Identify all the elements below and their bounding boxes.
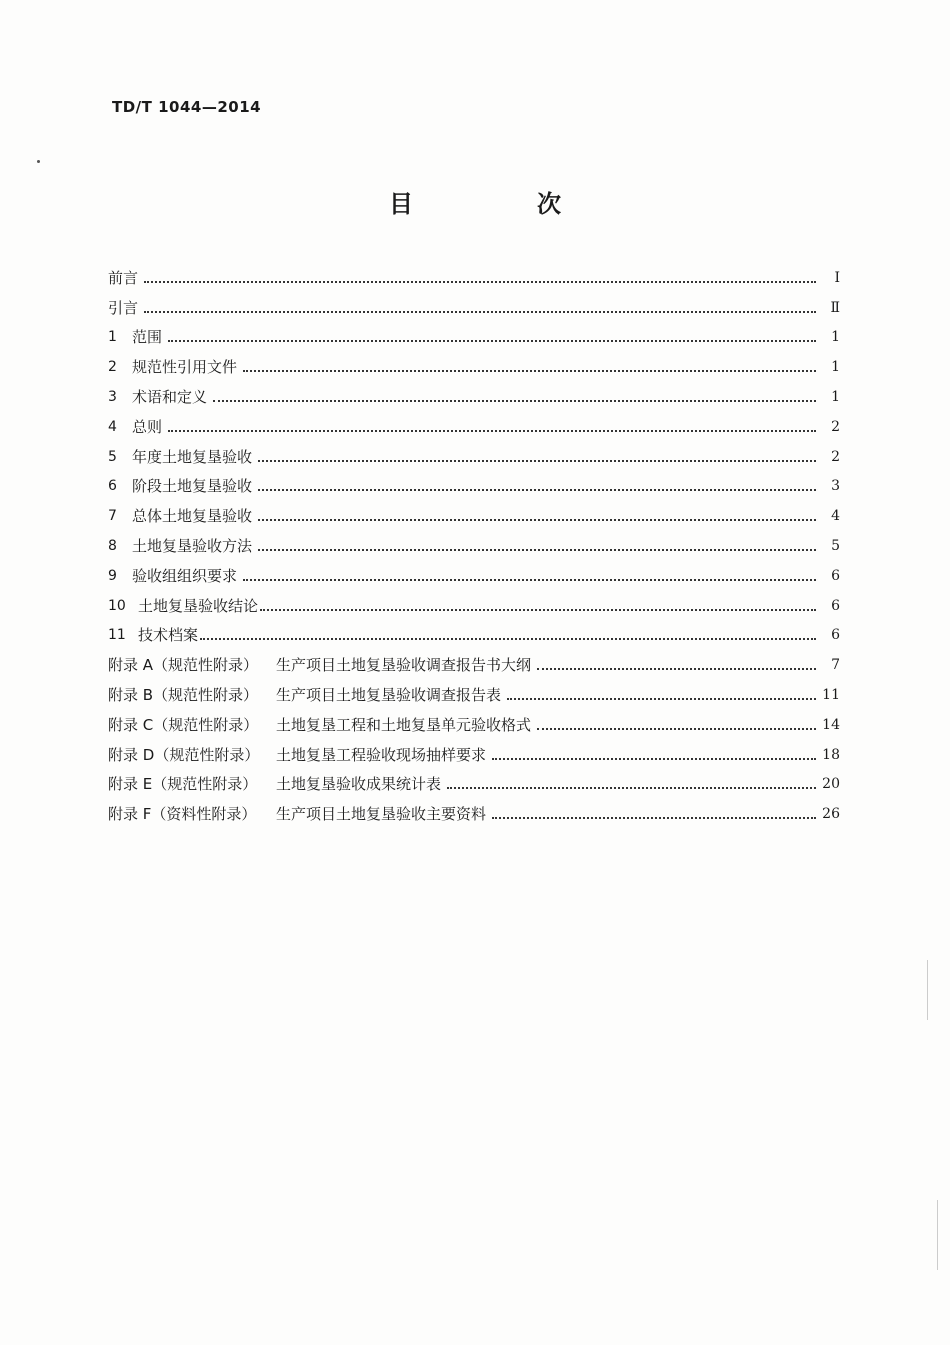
toc-entry-number: 10	[108, 597, 126, 614]
scan-edge-mark	[937, 1200, 938, 1270]
toc-entry-number: 8	[108, 537, 117, 554]
table-of-contents	[108, 258, 840, 824]
toc-entry-label: 引言	[108, 298, 139, 317]
toc-entry-number: 1	[108, 329, 117, 346]
toc-entry-page: 1	[831, 388, 840, 405]
toc-entry-page: 6	[831, 567, 840, 584]
toc-entry[interactable]	[108, 467, 840, 497]
toc-entry-number: 11	[108, 627, 126, 644]
toc-annex-designation: 附录 B（规范性附录）	[108, 685, 259, 704]
toc-entry-label: 术语和定义	[132, 387, 208, 406]
toc-leader	[258, 488, 816, 491]
toc-leader	[260, 608, 816, 611]
toc-leader	[258, 459, 816, 462]
toc-entry-number: 5	[108, 448, 117, 465]
toc-annex-designation: 附录 E（规范性附录）	[108, 775, 258, 794]
toc-leader	[168, 339, 816, 342]
toc-leader	[492, 757, 816, 760]
toc-annex-page: 18	[822, 746, 840, 763]
toc-annex-entry[interactable]	[108, 735, 840, 765]
toc-annex-label: 生产项目土地复垦验收主要资料	[276, 805, 487, 824]
toc-leader	[258, 548, 816, 551]
toc-annex-label: 生产项目土地复垦验收调查报告书大纲	[276, 656, 532, 675]
scan-edge-mark	[927, 960, 928, 1020]
toc-entry[interactable]	[108, 258, 840, 288]
toc-entry-page: 4	[831, 508, 840, 525]
toc-entry-page: 3	[831, 478, 840, 495]
toc-annex-page: 14	[822, 716, 840, 733]
standard-code: TD/T 1044—2014	[112, 98, 262, 116]
toc-entry-page: 1	[831, 329, 840, 346]
toc-entry-label: 年度土地复垦验收	[132, 447, 253, 466]
toc-entry-page: Ⅰ	[834, 269, 840, 286]
toc-leader	[144, 280, 816, 283]
toc-entry-page: 5	[831, 537, 840, 554]
toc-leader	[213, 399, 816, 402]
toc-entry-label: 技术档案	[138, 626, 199, 645]
toc-annex-entry[interactable]	[108, 645, 840, 675]
toc-leader	[537, 727, 816, 730]
toc-entry[interactable]	[108, 318, 840, 348]
toc-annex-designation: 附录 F（资料性附录）	[108, 805, 257, 824]
toc-leader	[258, 518, 816, 521]
toc-entry[interactable]	[108, 556, 840, 586]
toc-entry-label: 范围	[132, 328, 163, 347]
toc-entry[interactable]	[108, 347, 840, 377]
toc-annex-designation: 附录 D（规范性附录）	[108, 745, 260, 764]
toc-leader	[144, 310, 816, 313]
toc-annex-entry[interactable]	[108, 765, 840, 795]
toc-entry-number: 7	[108, 508, 117, 525]
toc-annex-entry[interactable]	[108, 794, 840, 824]
toc-entry[interactable]	[108, 526, 840, 556]
toc-annex-designation: 附录 A（规范性附录）	[108, 656, 259, 675]
toc-entry[interactable]	[108, 496, 840, 526]
toc-annex-label: 土地复垦验收成果统计表	[276, 775, 442, 794]
toc-entry-page: 6	[831, 627, 840, 644]
toc-annex-page: 20	[822, 776, 840, 793]
toc-leader	[507, 697, 816, 700]
toc-entry-label: 前言	[108, 268, 139, 287]
toc-annex-page: 26	[822, 806, 840, 823]
toc-entry[interactable]	[108, 407, 840, 437]
toc-annex-label: 土地复垦工程验收现场抽样要求	[276, 745, 487, 764]
toc-annex-page: 11	[822, 686, 840, 703]
toc-entry-number: 2	[108, 359, 117, 376]
toc-entry-page: 1	[831, 359, 840, 376]
toc-annex-page: 7	[831, 657, 840, 674]
scan-speck	[37, 160, 40, 163]
toc-leader	[537, 667, 816, 670]
toc-entry-number: 4	[108, 418, 117, 435]
toc-entry-label: 阶段土地复垦验收	[132, 477, 253, 496]
toc-entry-number: 3	[108, 388, 117, 405]
toc-entry-page: 2	[831, 418, 840, 435]
toc-title: 目 次	[389, 190, 611, 218]
toc-leader	[200, 637, 816, 640]
toc-entry[interactable]	[108, 377, 840, 407]
toc-entry[interactable]	[108, 616, 840, 646]
toc-entry[interactable]	[108, 288, 840, 318]
toc-leader	[492, 816, 816, 819]
toc-entry-label: 规范性引用文件	[132, 358, 238, 377]
toc-annex-designation: 附录 C（规范性附录）	[108, 715, 259, 734]
toc-entry-label: 总则	[132, 417, 163, 436]
toc-entry[interactable]	[108, 437, 840, 467]
toc-annex-label: 土地复垦工程和土地复垦单元验收格式	[276, 715, 532, 734]
toc-entry-label: 土地复垦验收方法	[132, 536, 253, 555]
toc-entry-number: 6	[108, 478, 117, 495]
toc-leader	[243, 369, 816, 372]
toc-entry-page: 2	[831, 448, 840, 465]
toc-annex-entry[interactable]	[108, 675, 840, 705]
toc-leader	[168, 429, 816, 432]
toc-entry-label: 土地复垦验收结论	[138, 596, 259, 615]
toc-annex-entry[interactable]	[108, 705, 840, 735]
toc-entry-number: 9	[108, 567, 117, 584]
toc-annex-label: 生产项目土地复垦验收调查报告表	[276, 685, 502, 704]
toc-entry[interactable]	[108, 586, 840, 616]
toc-entry-page: Ⅱ	[830, 299, 840, 316]
toc-entry-label: 总体土地复垦验收	[132, 507, 253, 526]
toc-leader	[447, 786, 816, 789]
toc-entry-page: 6	[831, 597, 840, 614]
toc-entry-label: 验收组组织要求	[132, 566, 238, 585]
toc-leader	[243, 578, 816, 581]
